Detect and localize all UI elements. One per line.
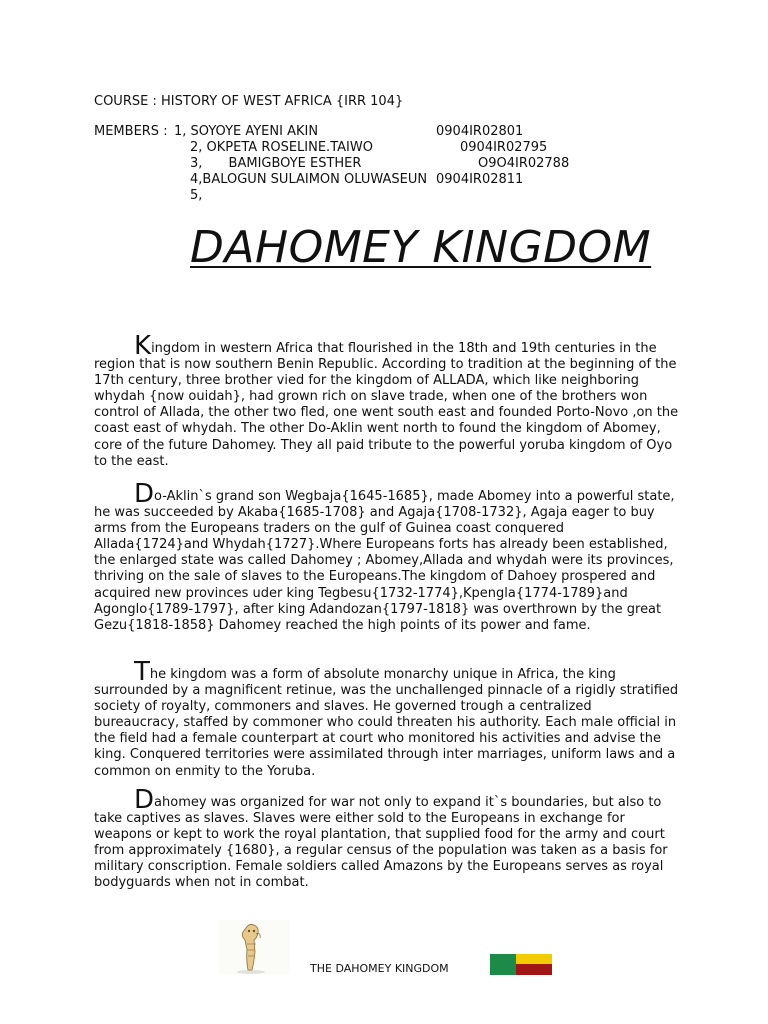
paragraph <box>94 657 680 780</box>
member-name: SOYOYE AYENI AKIN <box>190 124 319 139</box>
paragraph-text: he kingdom was a form of absolute monarchy unique in Africa, the king surrounded by a magnificent retinue, was the unchallenged pinnacle of a rigidly stratified society of royalty, commoners and slaves. He governed trough a centralized bureaucracy, staffed by commoner who could threaten his authority. Each male official in the field had a female counterpart at court who monitored his activities and advise the king. Conquered territories were assimilated through inter marriages, uniform laws and a common on enmity to the Yoruba. <box>94 667 679 779</box>
member-row <box>190 188 710 204</box>
flag-red-band <box>516 964 552 975</box>
drop-cap: D <box>134 479 155 509</box>
member-row <box>174 124 694 140</box>
member-id: 0904IR02811 <box>436 172 524 187</box>
flag-yellow-band <box>516 954 552 964</box>
flag-green-band <box>490 954 516 975</box>
member-number: 1, <box>174 124 191 139</box>
paragraph <box>94 479 680 634</box>
member-row <box>190 172 710 188</box>
member-id: 0904IR02795 <box>460 140 548 155</box>
members-label: MEMBERS : <box>94 124 172 139</box>
member-name: BAMIGBOYE ESTHER <box>228 156 362 171</box>
benin-flag-icon <box>490 954 552 975</box>
paragraph <box>94 785 680 892</box>
paragraph-text: ingdom in western Africa that flourished in the 18th and 19th centuries in the region that is now southern Benin Republic. According to tradition at the beginning of the 17th century, three brother vied for the kingdom of ALLADA, which like neighboring whydah {now ouidah}, had grown rich on slave trade, when one of the brothers won control of Allada, the other two fled, one went south east and founded Porto-Novo ,on the coast east of whydah. The other Do-Aklin went north to found the kingdom of Abomey, core of the future Dahomey. They all paid tribute to the powerful yoruba kingdom of Oyo to the east. <box>94 341 679 469</box>
member-number: 5, <box>190 188 203 203</box>
member-name: OKPETA ROSELINE.TAIWO <box>206 140 373 155</box>
footer-caption: THE DAHOMEY KINGDOM <box>310 962 449 975</box>
carved-figure-icon <box>218 920 290 974</box>
member-number: 3, <box>190 156 207 171</box>
member-number: 2, <box>190 140 207 155</box>
drop-cap: T <box>134 657 150 687</box>
paragraph-text: ahomey was organized for war not only to expand it`s boundaries, but also to take captives as slaves. Slaves were either sold to the Europeans in exchange for weapons or kept to work the royal plantation, that supplied food for the army and court from approximately {1680}, a regular census of the population was taken as a basis for military conscription. Female soldiers called Amazons by the Europeans serves as royal bodyguards when not in combat. <box>94 795 668 891</box>
member-row <box>190 140 710 156</box>
member-number: 4, <box>190 172 203 187</box>
paragraph <box>94 331 680 470</box>
drop-cap: K <box>134 331 152 361</box>
paragraph-text: o-Aklin`s grand son Wegbaja{1645-1685}, made Abomey into a powerful state, he was succeeded by Akaba{1685-1708} and Agaja{1708-1732}, Agaja eager to buy arms from the Europeans traders on the gulf of Guinea coast conquered Allada{1724}and Whydah{1727}.Where Europeans forts has already been established, the enlarged state was called Dahomey ; Abomey,Allada and whydah were its provinces, thriving on the sale of slaves to the Europeans.The kingdom of Dahoey prospered and acquired new provinces uder king Tegbesu{1732-1774},Kpengla{1774-1789}and Agonglo{1789-1797}, after king Adandozan{1797-1818} was overthrown by the great Gezu{1818-1858} Dahomey reached the high points of its power and fame. <box>94 489 675 633</box>
member-row <box>190 156 710 172</box>
course-heading: COURSE : HISTORY OF WEST AFRICA {IRR 104} <box>94 94 404 109</box>
drop-cap: D <box>134 785 155 815</box>
member-name: BALOGUN SULAIMON OLUWASEUN <box>202 172 428 187</box>
member-id: 0904IR02801 <box>436 124 524 139</box>
member-id: O9O4IR02788 <box>478 156 570 171</box>
document-title: DAHOMEY KINGDOM <box>190 222 652 273</box>
